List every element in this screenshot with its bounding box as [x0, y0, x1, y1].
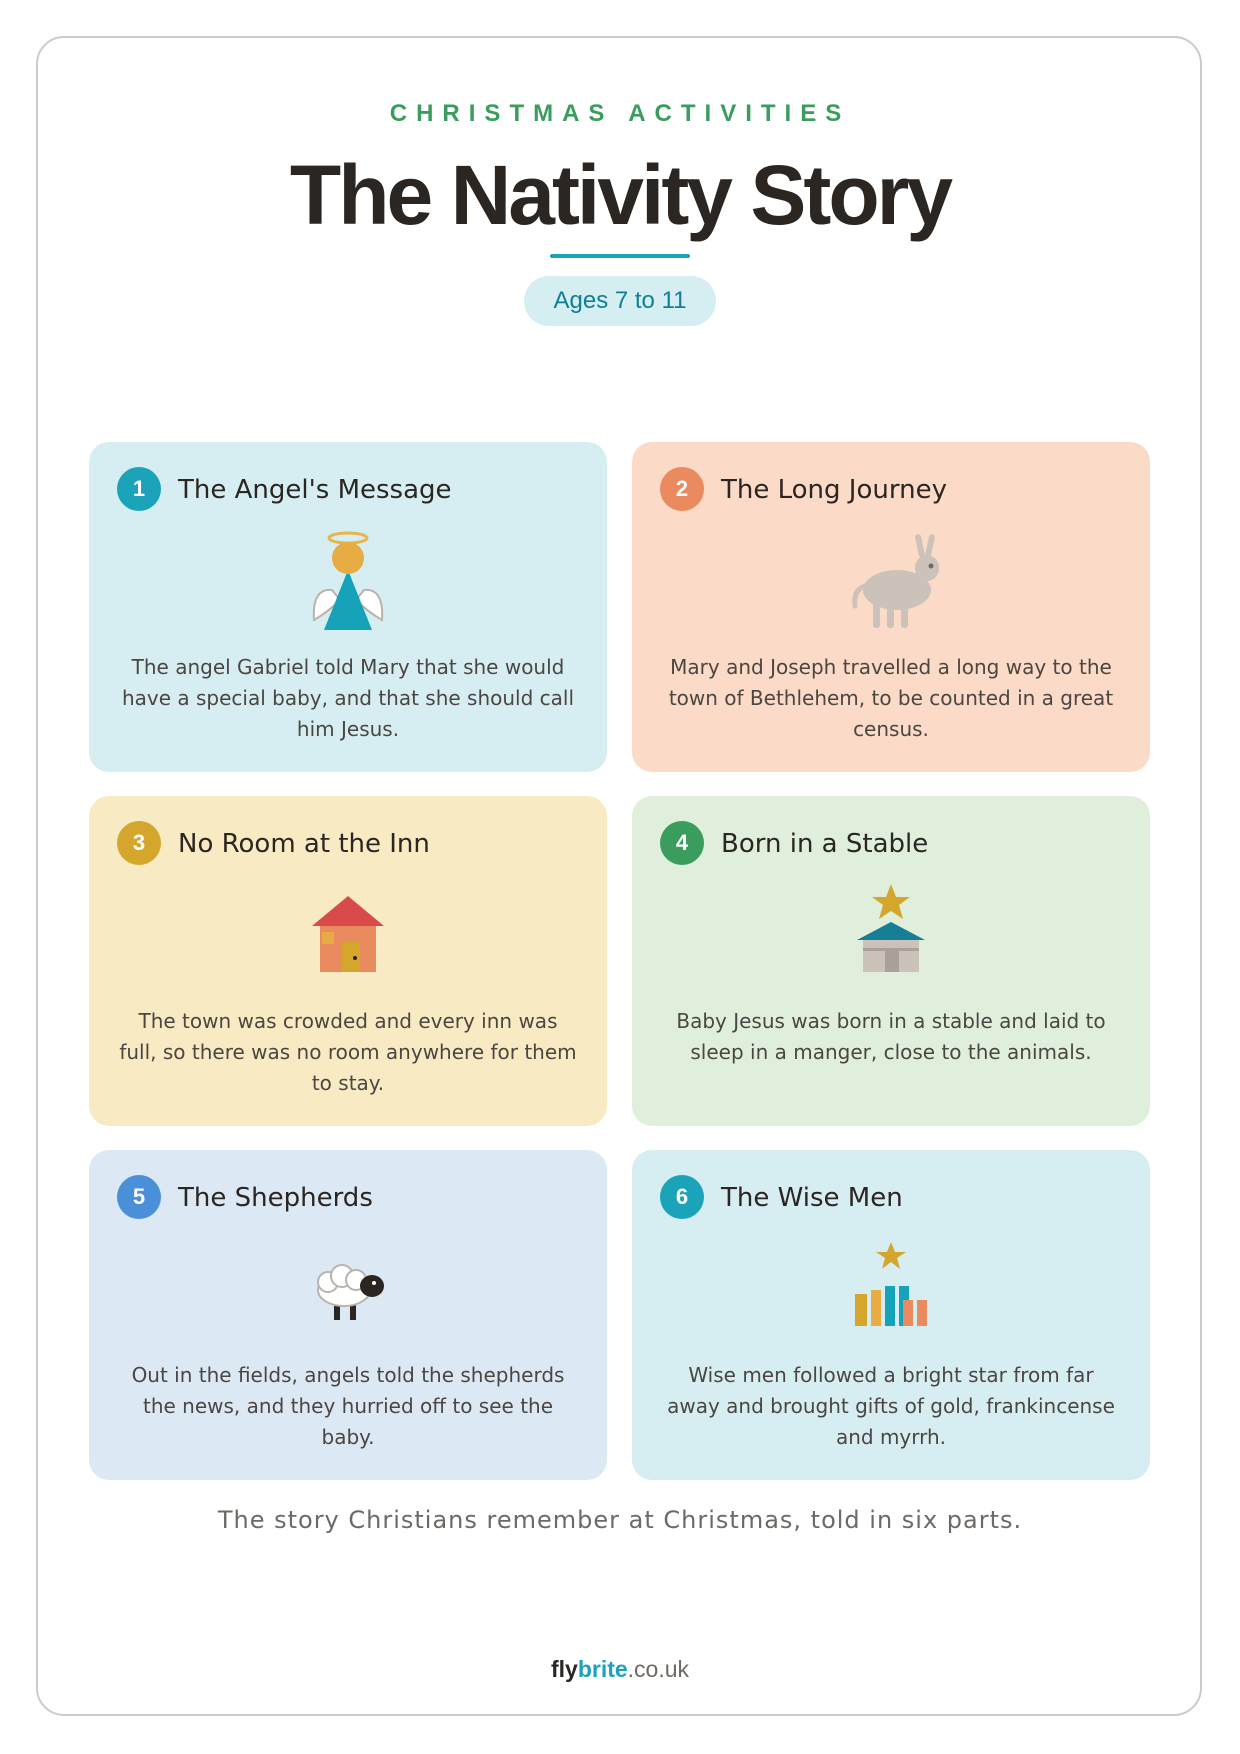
- page-title: The Nativity Story: [289, 148, 951, 242]
- tagline: The story Christians remember at Christmas, told in six parts.: [217, 1506, 1023, 1534]
- step-number-badge: 1: [117, 467, 161, 511]
- eyebrow-heading: CHRISTMAS ACTIVITIES: [389, 100, 851, 127]
- step-number-badge: 2: [660, 467, 704, 511]
- brand-brite: brite: [577, 1656, 628, 1682]
- brand-domain: .co.uk: [627, 1656, 690, 1682]
- sheep-icon: [298, 1238, 398, 1338]
- card-title: Born in a Stable: [721, 829, 929, 859]
- stable-icon: [841, 884, 941, 984]
- card-title: No Room at the Inn: [178, 829, 430, 859]
- story-card-2: [632, 442, 1150, 772]
- card-description: Wise men followed a bright star from far away and brought gifts of gold, frankincense and myrrh.: [667, 1363, 1115, 1449]
- house-icon: [298, 884, 398, 984]
- card-description: Mary and Joseph travelled a long way to the town of Bethlehem, to be counted in a great census.: [668, 655, 1114, 741]
- story-card-6: [632, 1150, 1150, 1480]
- title-underline: [550, 254, 690, 258]
- card-description: Baby Jesus was born in a stable and laid to sleep in a manger, close to the animals.: [676, 1009, 1106, 1064]
- angel-icon: [298, 530, 398, 630]
- card-title: The Angel's Message: [178, 475, 452, 505]
- donkey-icon: [841, 530, 941, 630]
- step-number-badge: 6: [660, 1175, 704, 1219]
- step-number-badge: 3: [117, 821, 161, 865]
- age-badge: Ages 7 to 11: [524, 276, 716, 326]
- card-description: Out in the fields, angels told the shepherds the news, and they hurried off to see the baby.: [131, 1363, 565, 1449]
- card-description: The town was crowded and every inn was full, so there was no room anywhere for them to stay.: [119, 1009, 577, 1095]
- card-title: The Long Journey: [721, 475, 947, 505]
- story-card-5: [89, 1150, 607, 1480]
- card-description: The angel Gabriel told Mary that she would have a special baby, and that she should call him Jesus.: [121, 655, 575, 741]
- step-number-badge: 5: [117, 1175, 161, 1219]
- card-title: The Wise Men: [721, 1183, 903, 1213]
- card-title: The Shepherds: [178, 1183, 373, 1213]
- gifts-icon: [841, 1238, 941, 1338]
- story-card-4: [632, 796, 1150, 1126]
- step-number-badge: 4: [660, 821, 704, 865]
- brand-fly: fly: [550, 1656, 578, 1682]
- story-card-3: [89, 796, 607, 1126]
- footer-brand: [0, 1656, 1240, 1683]
- story-card-1: [89, 442, 607, 772]
